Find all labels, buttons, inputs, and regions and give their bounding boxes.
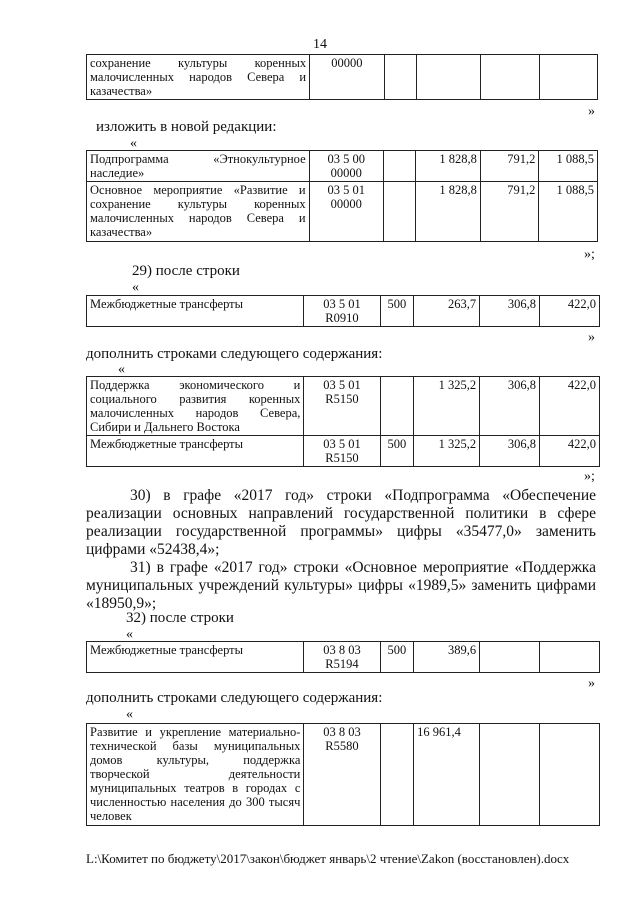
code-primary: 03 5 00 xyxy=(327,152,366,166)
table-row xyxy=(87,642,600,673)
row-code xyxy=(310,55,384,100)
row-2019: 1 088,5 xyxy=(539,151,598,182)
code-primary: 03 5 01 xyxy=(327,183,366,197)
row-name: Межбюджетные трансферты xyxy=(87,296,304,327)
page-number: 14 xyxy=(313,37,327,52)
row-2018: 306,8 xyxy=(480,377,540,436)
code-primary: 03 5 01 xyxy=(323,297,361,311)
budget-table-6 xyxy=(86,723,600,826)
row-2017: 1 828,8 xyxy=(416,182,480,242)
open-quote: « xyxy=(132,280,139,295)
row-name: Подпрограмма «Этнокультурное наследие» xyxy=(87,151,310,182)
row-group xyxy=(384,55,417,100)
row-code xyxy=(304,642,380,673)
row-code xyxy=(309,182,383,242)
table-row xyxy=(87,296,600,327)
budget-table-2 xyxy=(86,150,598,242)
instruction-text: дополнить строками следующего содержания: xyxy=(86,690,383,706)
code-primary: 03 5 01 xyxy=(323,437,361,451)
footer-file-path: L:\Комитет по бюджету\2017\закон\бюджет январь\2 чтение\Zakon (восстановлен).docx xyxy=(86,851,570,866)
row-2019: 422,0 xyxy=(540,377,600,436)
row-group: 500 xyxy=(380,436,414,467)
row-2017: 263,7 xyxy=(414,296,480,327)
row-name: Развитие и укрепление материально-технической базы муниципальных домов культуры, поддержка творческой деятельности муниципальных театров в городах с численностью населения до 300 тысяч человек xyxy=(87,724,304,826)
item-32: 32) после строки xyxy=(126,610,234,626)
code-primary: 03 8 03 xyxy=(323,643,361,657)
table-row xyxy=(87,151,598,182)
row-name: Основное мероприятие «Развитие и сохранение культуры коренных малочисленных народов Севера и казачества» xyxy=(87,182,310,242)
row-2018: 306,8 xyxy=(480,296,540,327)
code-secondary: R5150 xyxy=(325,451,359,465)
code-primary: 03 5 01 xyxy=(323,378,361,392)
row-2017: 389,6 xyxy=(414,642,480,673)
row-2019 xyxy=(540,642,600,673)
row-group: 500 xyxy=(380,642,414,673)
row-2017: 1 325,2 xyxy=(414,377,480,436)
row-group: 500 xyxy=(380,296,414,327)
budget-table-5 xyxy=(86,641,600,673)
row-2017 xyxy=(417,55,481,100)
budget-table-1 xyxy=(86,54,598,100)
close-quote: » xyxy=(588,330,595,345)
code-secondary: R5580 xyxy=(325,739,359,753)
row-2019: 422,0 xyxy=(540,436,600,467)
row-code xyxy=(309,151,383,182)
close-quote: »; xyxy=(584,247,595,262)
item-31: 31) в графе «2017 год» строки «Основное мероприятие «Поддержка муниципальных учреждений культуры» цифры «1989,5» заменить цифрами «18950,9»; xyxy=(86,559,596,612)
budget-table-3 xyxy=(86,295,600,327)
open-quote: « xyxy=(130,136,137,151)
row-code xyxy=(304,377,380,436)
close-quote: » xyxy=(588,104,595,119)
code-secondary: R5194 xyxy=(325,657,359,671)
code-secondary: 00000 xyxy=(330,166,362,180)
row-name: сохранение культуры коренных малочисленных народов Севера и казачества» xyxy=(87,55,310,100)
open-quote: « xyxy=(118,362,125,377)
open-quote: « xyxy=(126,627,133,642)
close-quote: » xyxy=(588,676,595,691)
code-primary: 00000 xyxy=(331,56,363,70)
open-quote: « xyxy=(126,707,133,722)
row-2019: 422,0 xyxy=(540,296,600,327)
item-29: 29) после строки xyxy=(132,263,240,279)
row-2018 xyxy=(480,642,540,673)
row-2017: 16 961,4 xyxy=(414,724,480,826)
row-name: Межбюджетные трансферты xyxy=(87,436,304,467)
row-2018 xyxy=(481,55,539,100)
row-group xyxy=(383,151,416,182)
row-code xyxy=(304,296,380,327)
row-group xyxy=(380,724,414,826)
table-row xyxy=(87,182,598,242)
code-secondary: R5150 xyxy=(325,392,359,406)
row-2018: 791,2 xyxy=(480,151,539,182)
row-name: Межбюджетные трансферты xyxy=(87,642,304,673)
row-2018: 306,8 xyxy=(480,436,540,467)
code-primary: 03 8 03 xyxy=(323,725,361,739)
instruction-text: изложить в новой редакции: xyxy=(96,119,277,135)
code-secondary: 00000 xyxy=(330,197,362,211)
table-row xyxy=(87,377,600,436)
row-2019 xyxy=(540,724,600,826)
row-code xyxy=(304,436,380,467)
row-2018: 791,2 xyxy=(480,182,539,242)
instruction-text: дополнить строками следующего содержания: xyxy=(86,346,383,362)
row-2018 xyxy=(480,724,540,826)
row-2017: 1 828,8 xyxy=(416,151,480,182)
row-2019: 1 088,5 xyxy=(539,182,598,242)
row-2019 xyxy=(539,55,597,100)
table-row xyxy=(87,436,600,467)
row-code xyxy=(304,724,380,826)
close-quote: »; xyxy=(584,469,595,484)
table-row xyxy=(87,724,600,826)
item-30: 30) в графе «2017 год» строки «Подпрограмма «Обеспечение реализации основных направлений государственной политики в сфере реализации государственной программы» цифры «35477,0» заменить цифрами «52438,4»; xyxy=(86,487,596,558)
row-2017: 1 325,2 xyxy=(414,436,480,467)
row-name: Поддержка экономического и социального развития коренных малочисленных народов Севера, Сибири и Дальнего Востока xyxy=(87,377,304,436)
row-group xyxy=(380,377,414,436)
row-group xyxy=(383,182,416,242)
budget-table-4 xyxy=(86,376,600,467)
table-row xyxy=(87,55,598,100)
code-secondary: R0910 xyxy=(325,311,359,325)
